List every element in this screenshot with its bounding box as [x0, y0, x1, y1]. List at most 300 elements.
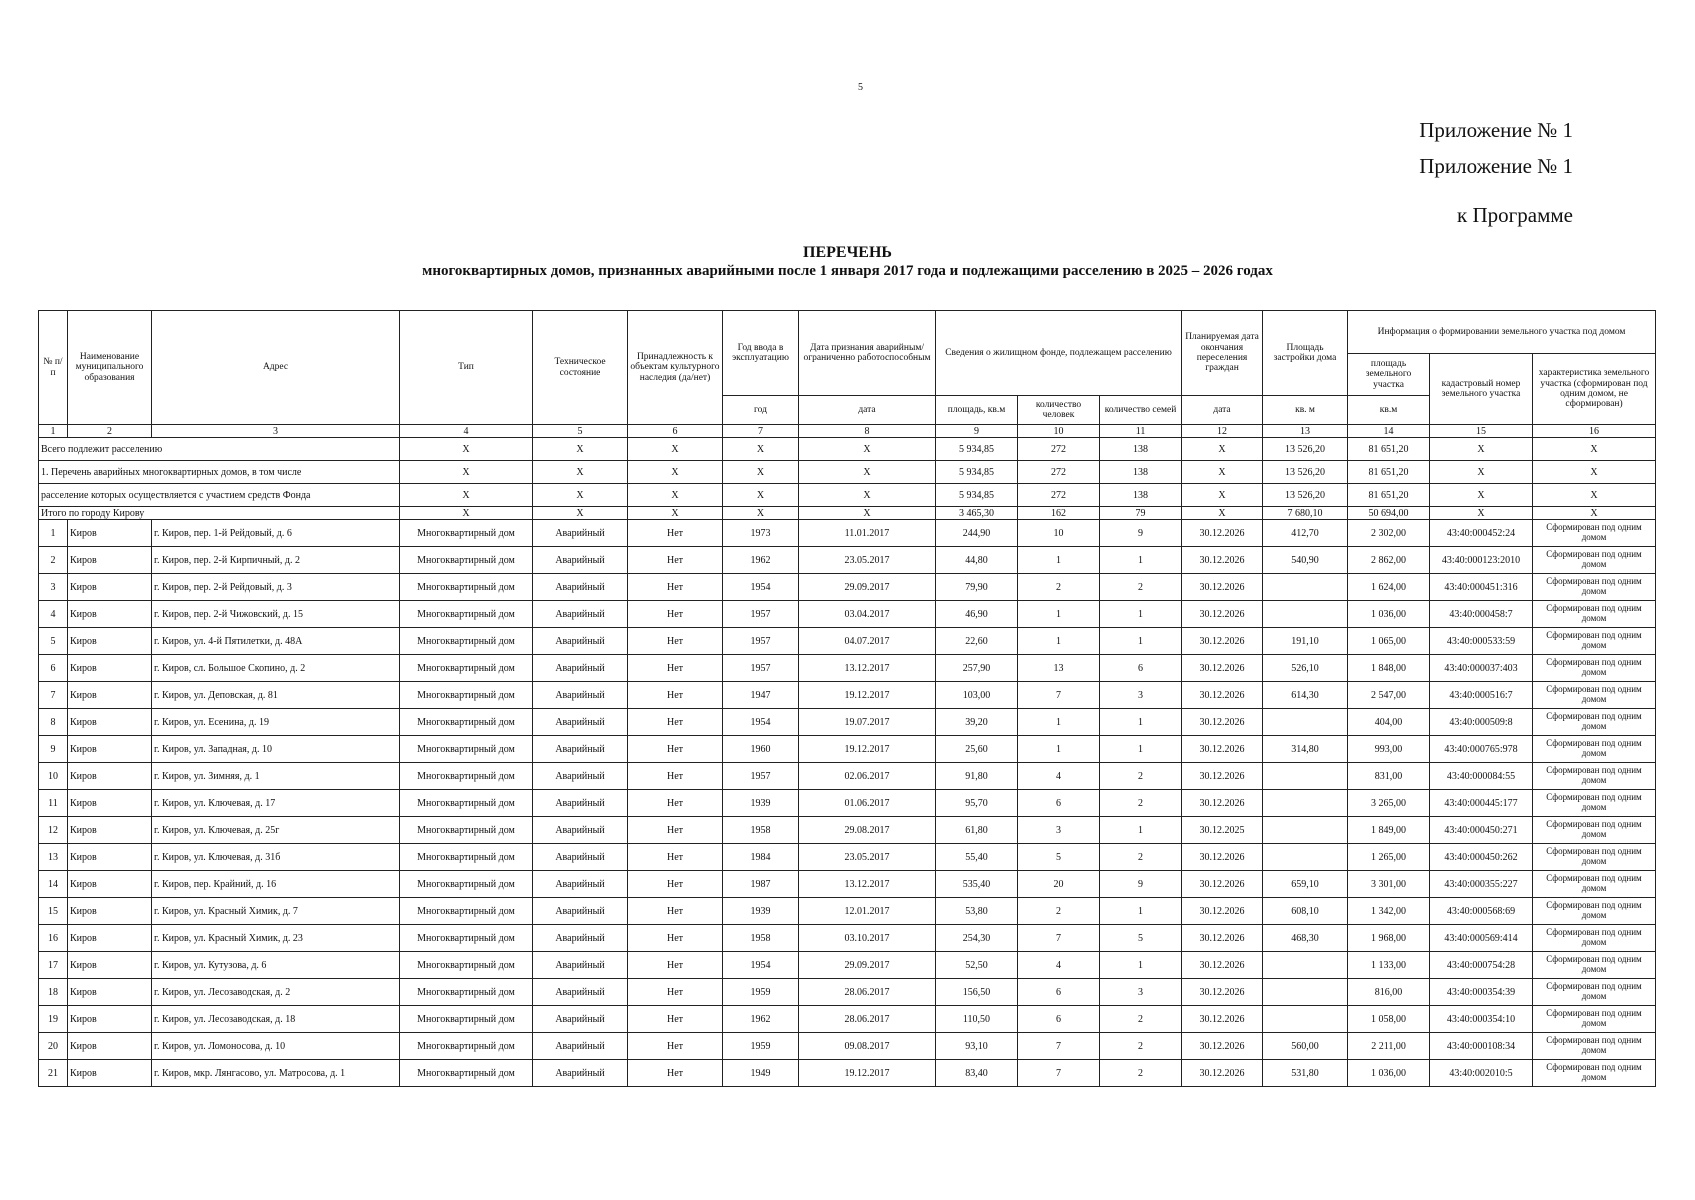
- cell-area: 257,90: [936, 655, 1018, 682]
- cell-people: 3: [1018, 817, 1100, 844]
- cell-people: 4: [1018, 952, 1100, 979]
- cell-area: 61,80: [936, 817, 1018, 844]
- cell-land: 1 036,00: [1348, 1060, 1430, 1087]
- totals-cad: X: [1430, 484, 1533, 507]
- cell-cad: 43:40:000754:28: [1430, 952, 1533, 979]
- cell-cad: 43:40:000568:69: [1430, 898, 1533, 925]
- cell-n: 19: [39, 1006, 68, 1033]
- cell-fam: 1: [1100, 736, 1182, 763]
- cell-date: 02.06.2017: [799, 763, 936, 790]
- cell-fam: 9: [1100, 871, 1182, 898]
- header-housing-info: Сведения о жилищном фонде, подлежащем расселению: [936, 311, 1182, 396]
- cell-fam: 2: [1100, 1006, 1182, 1033]
- cell-year: 1939: [723, 790, 799, 817]
- cell-end: 30.12.2026: [1182, 574, 1263, 601]
- cell-addr: г. Киров, сл. Большое Скопино, д. 2: [152, 655, 400, 682]
- doc-subtitle: многоквартирных домов, признанных аварийными после 1 января 2017 года и подлежащими расселению в 2025 – 2026 годах: [422, 263, 1273, 279]
- column-number: 13: [1263, 425, 1348, 438]
- totals-year: X: [723, 484, 799, 507]
- table-row: [39, 520, 1656, 547]
- cell-area: 254,30: [936, 925, 1018, 952]
- cell-end: 30.12.2026: [1182, 655, 1263, 682]
- cell-area: 25,60: [936, 736, 1018, 763]
- cell-cad: 43:40:002010:5: [1430, 1060, 1533, 1087]
- header-cadastral: кадастровый номер земельного участка: [1430, 354, 1533, 425]
- cell-n: 15: [39, 898, 68, 925]
- column-number: 8: [799, 425, 936, 438]
- cell-state: Аварийный: [533, 952, 628, 979]
- cell-char: Сформирован под одним домом: [1533, 1060, 1656, 1087]
- cell-end: 30.12.2026: [1182, 952, 1263, 979]
- cell-n: 17: [39, 952, 68, 979]
- cell-her: Нет: [628, 952, 723, 979]
- cell-year: 1949: [723, 1060, 799, 1087]
- cell-char: Сформирован под одним домом: [1533, 736, 1656, 763]
- cell-n: 13: [39, 844, 68, 871]
- cell-addr: г. Киров, ул. Ключевая, д. 17: [152, 790, 400, 817]
- cell-land: 2 211,00: [1348, 1033, 1430, 1060]
- column-number: 2: [68, 425, 152, 438]
- totals-state: X: [533, 484, 628, 507]
- cell-build: 608,10: [1263, 898, 1348, 925]
- cell-cad: 43:40:000450:271: [1430, 817, 1533, 844]
- cell-year: 1939: [723, 898, 799, 925]
- cell-land: 404,00: [1348, 709, 1430, 736]
- cell-mun: Киров: [68, 925, 152, 952]
- unit-date: дата: [799, 396, 936, 425]
- cell-char: Сформирован под одним домом: [1533, 682, 1656, 709]
- column-number: 1: [39, 425, 68, 438]
- cell-addr: г. Киров, ул. Кутузова, д. 6: [152, 952, 400, 979]
- cell-land: 1 036,00: [1348, 601, 1430, 628]
- cell-her: Нет: [628, 817, 723, 844]
- cell-n: 2: [39, 547, 68, 574]
- table-row: [39, 1006, 1656, 1033]
- column-number: 3: [152, 425, 400, 438]
- totals-end: X: [1182, 484, 1263, 507]
- cell-people: 7: [1018, 682, 1100, 709]
- column-number: 9: [936, 425, 1018, 438]
- totals-type: X: [400, 507, 533, 520]
- cell-year: 1987: [723, 871, 799, 898]
- cell-year: 1954: [723, 952, 799, 979]
- cell-date: 29.09.2017: [799, 574, 936, 601]
- totals-end: X: [1182, 461, 1263, 484]
- totals-char: X: [1533, 461, 1656, 484]
- totals-year: X: [723, 438, 799, 461]
- table-row: [39, 709, 1656, 736]
- cell-type: Многоквартирный дом: [400, 1033, 533, 1060]
- cell-char: Сформирован под одним домом: [1533, 763, 1656, 790]
- cell-year: 1957: [723, 763, 799, 790]
- table-row: [39, 601, 1656, 628]
- totals-people: 272: [1018, 484, 1100, 507]
- cell-char: Сформирован под одним домом: [1533, 925, 1656, 952]
- cell-type: Многоквартирный дом: [400, 763, 533, 790]
- cell-build: [1263, 952, 1348, 979]
- totals-char: X: [1533, 438, 1656, 461]
- cell-char: Сформирован под одним домом: [1533, 709, 1656, 736]
- cell-fam: 1: [1100, 898, 1182, 925]
- column-number: 14: [1348, 425, 1430, 438]
- cell-build: [1263, 763, 1348, 790]
- header-commission-year: Год ввода в эксплуатацию: [723, 311, 799, 396]
- cell-type: Многоквартирный дом: [400, 574, 533, 601]
- cell-n: 18: [39, 979, 68, 1006]
- totals-land: 50 694,00: [1348, 507, 1430, 520]
- cell-fam: 1: [1100, 601, 1182, 628]
- cell-people: 1: [1018, 601, 1100, 628]
- column-number: 16: [1533, 425, 1656, 438]
- cell-state: Аварийный: [533, 790, 628, 817]
- table-row: [39, 817, 1656, 844]
- unit-people: количество человек: [1018, 396, 1100, 425]
- totals-type: X: [400, 484, 533, 507]
- cell-fam: 9: [1100, 520, 1182, 547]
- cell-end: 30.12.2026: [1182, 790, 1263, 817]
- cell-area: 95,70: [936, 790, 1018, 817]
- cell-year: 1957: [723, 655, 799, 682]
- cell-char: Сформирован под одним домом: [1533, 547, 1656, 574]
- cell-build: 560,00: [1263, 1033, 1348, 1060]
- header-build-area: Площадь застройки дома: [1263, 311, 1348, 396]
- cell-people: 1: [1018, 547, 1100, 574]
- cell-area: 83,40: [936, 1060, 1018, 1087]
- cell-her: Нет: [628, 1006, 723, 1033]
- cell-end: 30.12.2026: [1182, 763, 1263, 790]
- cell-n: 20: [39, 1033, 68, 1060]
- cell-type: Многоквартирный дом: [400, 1060, 533, 1087]
- cell-date: 13.12.2017: [799, 871, 936, 898]
- cell-n: 16: [39, 925, 68, 952]
- cell-cad: 43:40:000533:59: [1430, 628, 1533, 655]
- cell-cad: 43:40:000452:24: [1430, 520, 1533, 547]
- cell-her: Нет: [628, 709, 723, 736]
- cell-land: 1 133,00: [1348, 952, 1430, 979]
- cell-end: 30.12.2026: [1182, 628, 1263, 655]
- cell-char: Сформирован под одним домом: [1533, 1033, 1656, 1060]
- cell-people: 2: [1018, 898, 1100, 925]
- cell-year: 1973: [723, 520, 799, 547]
- cell-addr: г. Киров, ул. Красный Химик, д. 7: [152, 898, 400, 925]
- cell-n: 4: [39, 601, 68, 628]
- totals-people: 272: [1018, 461, 1100, 484]
- cell-state: Аварийный: [533, 1006, 628, 1033]
- cell-state: Аварийный: [533, 1033, 628, 1060]
- column-number: 15: [1430, 425, 1533, 438]
- cell-end: 30.12.2025: [1182, 817, 1263, 844]
- cell-mun: Киров: [68, 520, 152, 547]
- cell-mun: Киров: [68, 574, 152, 601]
- totals-row: [39, 484, 1656, 507]
- cell-people: 13: [1018, 655, 1100, 682]
- cell-state: Аварийный: [533, 601, 628, 628]
- cell-date: 12.01.2017: [799, 898, 936, 925]
- cell-people: 6: [1018, 790, 1100, 817]
- cell-land: 3 265,00: [1348, 790, 1430, 817]
- cell-build: 314,80: [1263, 736, 1348, 763]
- cell-mun: Киров: [68, 763, 152, 790]
- cell-area: 52,50: [936, 952, 1018, 979]
- cell-build: [1263, 601, 1348, 628]
- table-row: [39, 763, 1656, 790]
- cell-date: 01.06.2017: [799, 790, 936, 817]
- cell-build: [1263, 979, 1348, 1006]
- cell-her: Нет: [628, 547, 723, 574]
- cell-date: 28.06.2017: [799, 979, 936, 1006]
- cell-end: 30.12.2026: [1182, 736, 1263, 763]
- header-municipality: Наименование муниципального образования: [68, 311, 152, 425]
- cell-date: 19.12.2017: [799, 736, 936, 763]
- cell-year: 1960: [723, 736, 799, 763]
- cell-year: 1954: [723, 574, 799, 601]
- totals-cad: X: [1430, 507, 1533, 520]
- cell-her: Нет: [628, 1060, 723, 1087]
- cell-year: 1957: [723, 628, 799, 655]
- cell-date: 23.05.2017: [799, 547, 936, 574]
- header-land-area: площадь земельного участка: [1348, 354, 1430, 396]
- cell-date: 09.08.2017: [799, 1033, 936, 1060]
- cell-build: 468,30: [1263, 925, 1348, 952]
- unit-families: количество семей: [1100, 396, 1182, 425]
- cell-her: Нет: [628, 628, 723, 655]
- cell-state: Аварийный: [533, 682, 628, 709]
- header-type: Тип: [400, 311, 533, 425]
- cell-char: Сформирован под одним домом: [1533, 628, 1656, 655]
- totals-date: X: [799, 507, 936, 520]
- cell-year: 1959: [723, 979, 799, 1006]
- column-number: 5: [533, 425, 628, 438]
- cell-her: Нет: [628, 871, 723, 898]
- table-row: [39, 736, 1656, 763]
- totals-year: X: [723, 507, 799, 520]
- cell-n: 5: [39, 628, 68, 655]
- totals-label: Всего подлежит расселению: [39, 438, 400, 461]
- cell-people: 20: [1018, 871, 1100, 898]
- column-number-row: [39, 425, 1656, 438]
- cell-land: 2 302,00: [1348, 520, 1430, 547]
- totals-build: 13 526,20: [1263, 461, 1348, 484]
- totals-date: X: [799, 438, 936, 461]
- cell-year: 1958: [723, 817, 799, 844]
- cell-her: Нет: [628, 763, 723, 790]
- totals-char: X: [1533, 484, 1656, 507]
- cell-cad: 43:40:000509:8: [1430, 709, 1533, 736]
- cell-mun: Киров: [68, 736, 152, 763]
- cell-n: 3: [39, 574, 68, 601]
- page-number: 5: [858, 82, 863, 93]
- cell-addr: г. Киров, ул. Лесозаводская, д. 18: [152, 1006, 400, 1033]
- cell-state: Аварийный: [533, 655, 628, 682]
- cell-land: 3 301,00: [1348, 871, 1430, 898]
- totals-families: 138: [1100, 461, 1182, 484]
- cell-cad: 43:40:000765:978: [1430, 736, 1533, 763]
- totals-state: X: [533, 507, 628, 520]
- cell-year: 1947: [723, 682, 799, 709]
- cell-type: Многоквартирный дом: [400, 547, 533, 574]
- cell-addr: г. Киров, пер. 1-й Рейдовый, д. 6: [152, 520, 400, 547]
- cell-n: 14: [39, 871, 68, 898]
- cell-n: 8: [39, 709, 68, 736]
- cell-char: Сформирован под одним домом: [1533, 952, 1656, 979]
- unit-sqm2: кв.м: [1348, 396, 1430, 425]
- cell-year: 1984: [723, 844, 799, 871]
- cell-cad: 43:40:000084:55: [1430, 763, 1533, 790]
- cell-mun: Киров: [68, 979, 152, 1006]
- cell-type: Многоквартирный дом: [400, 871, 533, 898]
- cell-build: [1263, 844, 1348, 871]
- cell-mun: Киров: [68, 790, 152, 817]
- cell-addr: г. Киров, ул. Ломоносова, д. 10: [152, 1033, 400, 1060]
- appendix-line-1: Приложение № 1: [1419, 118, 1573, 142]
- cell-area: 93,10: [936, 1033, 1018, 1060]
- cell-people: 4: [1018, 763, 1100, 790]
- totals-heritage: X: [628, 484, 723, 507]
- cell-state: Аварийный: [533, 1060, 628, 1087]
- column-number: 4: [400, 425, 533, 438]
- cell-state: Аварийный: [533, 547, 628, 574]
- cell-mun: Киров: [68, 1033, 152, 1060]
- cell-year: 1959: [723, 1033, 799, 1060]
- cell-fam: 6: [1100, 655, 1182, 682]
- table-row: [39, 952, 1656, 979]
- totals-families: 138: [1100, 484, 1182, 507]
- totals-cad: X: [1430, 461, 1533, 484]
- cell-state: Аварийный: [533, 817, 628, 844]
- cell-state: Аварийный: [533, 844, 628, 871]
- header-heritage: Принадлежность к объектам культурного наследия (да/нет): [628, 311, 723, 425]
- totals-year: X: [723, 461, 799, 484]
- cell-her: Нет: [628, 520, 723, 547]
- cell-fam: 2: [1100, 844, 1182, 871]
- cell-end: 30.12.2026: [1182, 547, 1263, 574]
- cell-addr: г. Киров, пер. Крайний, д. 16: [152, 871, 400, 898]
- cell-mun: Киров: [68, 817, 152, 844]
- cell-build: 614,30: [1263, 682, 1348, 709]
- cell-land: 1 058,00: [1348, 1006, 1430, 1033]
- totals-type: X: [400, 461, 533, 484]
- cell-area: 55,40: [936, 844, 1018, 871]
- cell-date: 13.12.2017: [799, 655, 936, 682]
- cell-end: 30.12.2026: [1182, 898, 1263, 925]
- totals-heritage: X: [628, 507, 723, 520]
- appendix-line-2: Приложение № 1: [1419, 154, 1573, 178]
- cell-year: 1957: [723, 601, 799, 628]
- totals-row: [39, 461, 1656, 484]
- cell-fam: 2: [1100, 763, 1182, 790]
- cell-date: 19.12.2017: [799, 682, 936, 709]
- cell-state: Аварийный: [533, 925, 628, 952]
- header-tech-state: Техническое состояние: [533, 311, 628, 425]
- cell-end: 30.12.2026: [1182, 844, 1263, 871]
- cell-end: 30.12.2026: [1182, 1006, 1263, 1033]
- cell-addr: г. Киров, ул. Западная, д. 10: [152, 736, 400, 763]
- cell-her: Нет: [628, 601, 723, 628]
- totals-heritage: X: [628, 461, 723, 484]
- cell-n: 7: [39, 682, 68, 709]
- cell-fam: 1: [1100, 817, 1182, 844]
- cell-n: 6: [39, 655, 68, 682]
- totals-label: 1. Перечень аварийных многоквартирных домов, в том числе: [39, 461, 400, 484]
- table-row: [39, 574, 1656, 601]
- cell-char: Сформирован под одним домом: [1533, 601, 1656, 628]
- cell-year: 1958: [723, 925, 799, 952]
- column-number: 7: [723, 425, 799, 438]
- cell-end: 30.12.2026: [1182, 979, 1263, 1006]
- cell-people: 5: [1018, 844, 1100, 871]
- cell-build: 191,10: [1263, 628, 1348, 655]
- cell-cad: 43:40:000037:403: [1430, 655, 1533, 682]
- cell-build: [1263, 1006, 1348, 1033]
- cell-area: 535,40: [936, 871, 1018, 898]
- table-row: [39, 1060, 1656, 1087]
- cell-addr: г. Киров, ул. Зимняя, д. 1: [152, 763, 400, 790]
- cell-land: 1 968,00: [1348, 925, 1430, 952]
- cell-char: Сформирован под одним домом: [1533, 790, 1656, 817]
- cell-date: 29.09.2017: [799, 952, 936, 979]
- cell-addr: г. Киров, пер. 2-й Кирпичный, д. 2: [152, 547, 400, 574]
- totals-row: [39, 438, 1656, 461]
- cell-year: 1962: [723, 547, 799, 574]
- cell-end: 30.12.2026: [1182, 1033, 1263, 1060]
- cell-addr: г. Киров, пер. 2-й Рейдовый, д. 3: [152, 574, 400, 601]
- cell-land: 1 848,00: [1348, 655, 1430, 682]
- cell-year: 1962: [723, 1006, 799, 1033]
- cell-type: Многоквартирный дом: [400, 979, 533, 1006]
- cell-people: 7: [1018, 925, 1100, 952]
- cell-build: 526,10: [1263, 655, 1348, 682]
- cell-cad: 43:40:000458:7: [1430, 601, 1533, 628]
- cell-area: 79,90: [936, 574, 1018, 601]
- totals-area: 5 934,85: [936, 438, 1018, 461]
- cell-mun: Киров: [68, 547, 152, 574]
- totals-label: расселение которых осуществляется с участием средств Фонда: [39, 484, 400, 507]
- table-row: [39, 898, 1656, 925]
- totals-land: 81 651,20: [1348, 461, 1430, 484]
- table-row: [39, 682, 1656, 709]
- totals-end: X: [1182, 507, 1263, 520]
- cell-type: Многоквартирный дом: [400, 601, 533, 628]
- cell-type: Многоквартирный дом: [400, 628, 533, 655]
- cell-people: 1: [1018, 709, 1100, 736]
- cell-addr: г. Киров, ул. Лесозаводская, д. 2: [152, 979, 400, 1006]
- unit-year: год: [723, 396, 799, 425]
- cell-area: 91,80: [936, 763, 1018, 790]
- cell-type: Многоквартирный дом: [400, 655, 533, 682]
- cell-end: 30.12.2026: [1182, 871, 1263, 898]
- header-land-char: характеристика земельного участка (сформирован под одним домом, не сформирован): [1533, 354, 1656, 425]
- cell-build: 659,10: [1263, 871, 1348, 898]
- cell-build: [1263, 709, 1348, 736]
- cell-state: Аварийный: [533, 763, 628, 790]
- cell-area: 244,90: [936, 520, 1018, 547]
- cell-land: 1 065,00: [1348, 628, 1430, 655]
- cell-type: Многоквартирный дом: [400, 682, 533, 709]
- cell-mun: Киров: [68, 655, 152, 682]
- unit-sqm: кв. м: [1263, 396, 1348, 425]
- cell-state: Аварийный: [533, 520, 628, 547]
- cell-fam: 2: [1100, 1033, 1182, 1060]
- cell-cad: 43:40:000445:177: [1430, 790, 1533, 817]
- cell-her: Нет: [628, 1033, 723, 1060]
- cell-cad: 43:40:000354:10: [1430, 1006, 1533, 1033]
- cell-state: Аварийный: [533, 709, 628, 736]
- cell-cad: 43:40:000516:7: [1430, 682, 1533, 709]
- doc-title: ПЕРЕЧЕНЬ: [803, 244, 892, 261]
- totals-label: Итого по городу Кирову: [39, 507, 400, 520]
- cell-people: 2: [1018, 574, 1100, 601]
- cell-area: 46,90: [936, 601, 1018, 628]
